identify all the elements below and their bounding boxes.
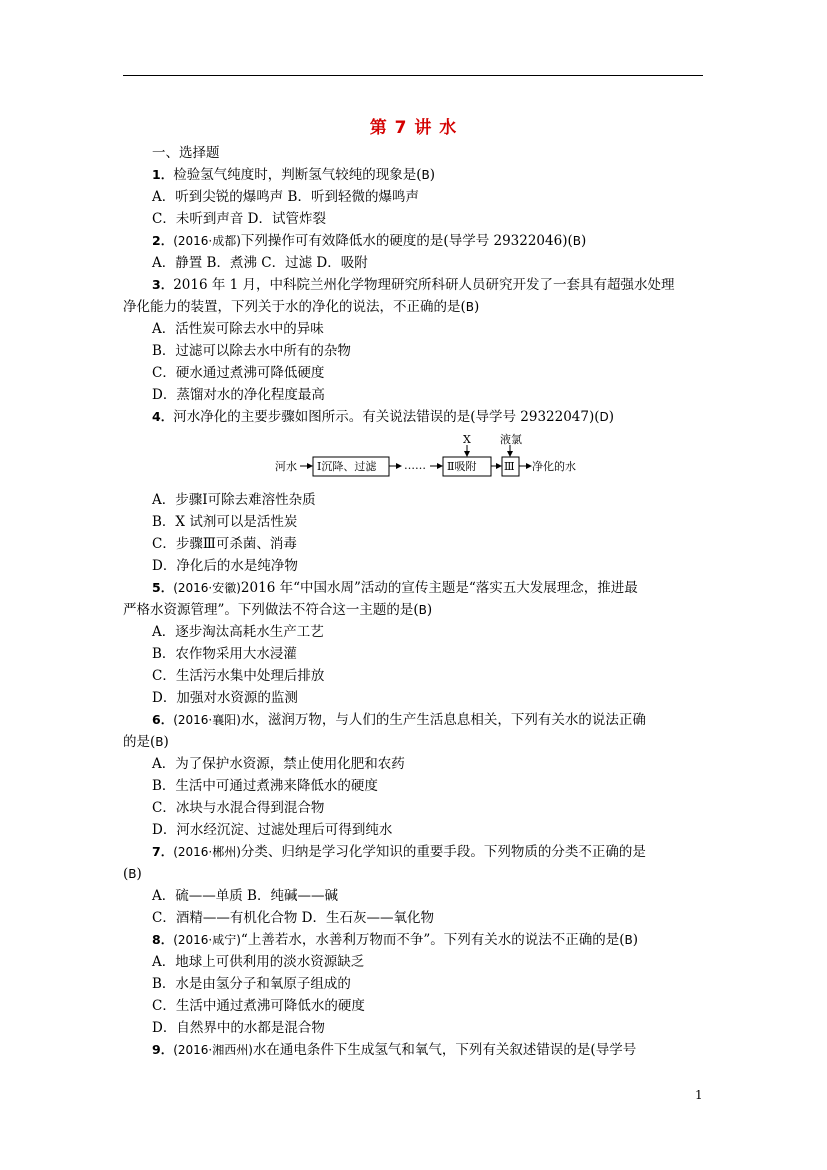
question-8-option-c: C．生活中通过煮沸可降低水的硬度 bbox=[152, 998, 365, 1014]
question-5: 5．(2016·安徽)2016 年“中国水周”活动的宣传主题是“落实五大发展理念，推进最 bbox=[152, 580, 638, 596]
question-3-continued: 净化能力的装置，下列关于水的净化的说法，不正确的是(B) bbox=[123, 299, 480, 315]
question-4-option-c: C．步骤Ⅲ可杀菌、消毒 bbox=[152, 536, 297, 552]
river-water-label: 河水 bbox=[275, 460, 297, 473]
question-8-option-d: D．自然界中的水都是混合物 bbox=[152, 1020, 325, 1036]
question-6-option-d: D．河水经沉淀、过滤处理后可得到纯水 bbox=[152, 822, 393, 838]
question-5-option-a: A．逐步淘汰高耗水生产工艺 bbox=[152, 624, 324, 640]
question-3-option-a: A．活性炭可除去水中的异味 bbox=[152, 321, 324, 337]
reagent-x-label: X bbox=[463, 433, 471, 446]
header-rule bbox=[123, 75, 703, 76]
question-6-continued: 的是(B) bbox=[123, 734, 169, 750]
question-5-option-b: B．农作物采用大水浸灌 bbox=[152, 646, 297, 662]
water-purification-diagram bbox=[275, 433, 585, 483]
question-3: 3．2016 年 1 月，中科院兰州化学物理研究所科研人员研究开发了一套具有超强水处理 bbox=[152, 277, 675, 293]
page-title: 第 7 讲 水 bbox=[369, 118, 458, 138]
section-heading: 一、选择题 bbox=[152, 145, 220, 161]
answer: B bbox=[128, 867, 137, 881]
question-8-option-a: A．地球上可供利用的淡水资源缺乏 bbox=[152, 954, 365, 970]
question-3-option-d: D．蒸馏对水的净化程度最高 bbox=[152, 387, 325, 403]
question-6-option-c: C．冰块与水混合得到混合物 bbox=[152, 800, 325, 816]
question-5-continued: 严格水资源管理”。下列做法不符合这一主题的是(B) bbox=[123, 602, 433, 618]
ellipsis: …… bbox=[404, 459, 426, 472]
question-7-continued: (B) bbox=[123, 866, 142, 882]
step-1-label: Ⅰ沉降、过滤 bbox=[317, 460, 377, 473]
question-8: 8．(2016·咸宁)“上善若水，水善利万物而不争”。下列有关水的说法不正确的是(B) bbox=[152, 932, 639, 948]
question-9: 9．(2016·湘西州)水在通电条件下生成氢气和氧气，下列有关叙述错误的是(导学号 bbox=[152, 1042, 637, 1058]
question-6: 6．(2016·襄阳)水，滋润万物，与人们的生产生活息息相关，下列有关水的说法正确 bbox=[152, 712, 646, 728]
question-6-option-b: B．生活中可通过煮沸来降低水的硬度 bbox=[152, 778, 378, 794]
question-1-options-cd: C．未听到声音 D．试管炸裂 bbox=[152, 211, 326, 227]
question-5-option-d: D．加强对水资源的监测 bbox=[152, 690, 298, 706]
question-3-option-c: C．硬水通过煮沸可降低硬度 bbox=[152, 365, 325, 381]
answer: B bbox=[418, 603, 427, 617]
question-6-option-a: A．为了保护水资源，禁止使用化肥和农药 bbox=[152, 756, 405, 772]
answer: B bbox=[155, 735, 164, 749]
step-2-label: Ⅱ吸附 bbox=[447, 460, 477, 473]
answer: D bbox=[599, 410, 609, 424]
question-3-option-b: B．过滤可以除去水中所有的杂物 bbox=[152, 343, 351, 359]
question-1: 1．检验氢气纯度时，判断氢气较纯的现象是(B) bbox=[152, 167, 435, 183]
question-4-option-a: A．步骤Ⅰ可除去难溶性杂质 bbox=[152, 492, 316, 508]
purified-water-label: 净化的水 bbox=[532, 460, 576, 473]
answer: B bbox=[572, 234, 581, 248]
question-2-options: A．静置 B．煮沸 C．过滤 D．吸附 bbox=[152, 255, 368, 271]
question-4-option-b: B．X 试剂可以是活性炭 bbox=[152, 514, 298, 530]
question-8-option-b: B．水是由氢分子和氧原子组成的 bbox=[152, 976, 351, 992]
step-3-label: Ⅲ bbox=[504, 460, 515, 473]
question-4-option-d: D．净化后的水是纯净物 bbox=[152, 558, 298, 574]
question-5-option-c: C．生活污水集中处理后排放 bbox=[152, 668, 325, 684]
question-7-options-cd: C．酒精——有机化合物 D．生石灰——氧化物 bbox=[152, 910, 434, 926]
liquid-chlorine-label: 液氯 bbox=[500, 433, 522, 446]
answer: B bbox=[624, 933, 633, 947]
question-7-options-ab: A．硫——单质 B．纯碱——碱 bbox=[152, 888, 338, 904]
answer: B bbox=[421, 168, 430, 182]
question-2: 2．(2016·成都)下列操作可有效降低水的硬度的是(导学号 29322046)(B) bbox=[152, 233, 587, 249]
answer: B bbox=[465, 300, 475, 314]
question-4: 4．河水净化的主要步骤如图所示。有关说法错误的是(导学号 29322047)(D) bbox=[152, 409, 615, 425]
page-number: 1 bbox=[695, 1088, 703, 1102]
question-7: 7．(2016·郴州)分类、归纳是学习化学知识的重要手段。下列物质的分类不正确的是 bbox=[152, 844, 646, 860]
question-1-options-ab: A．听到尖锐的爆鸣声 B．听到轻微的爆鸣声 bbox=[152, 189, 419, 205]
